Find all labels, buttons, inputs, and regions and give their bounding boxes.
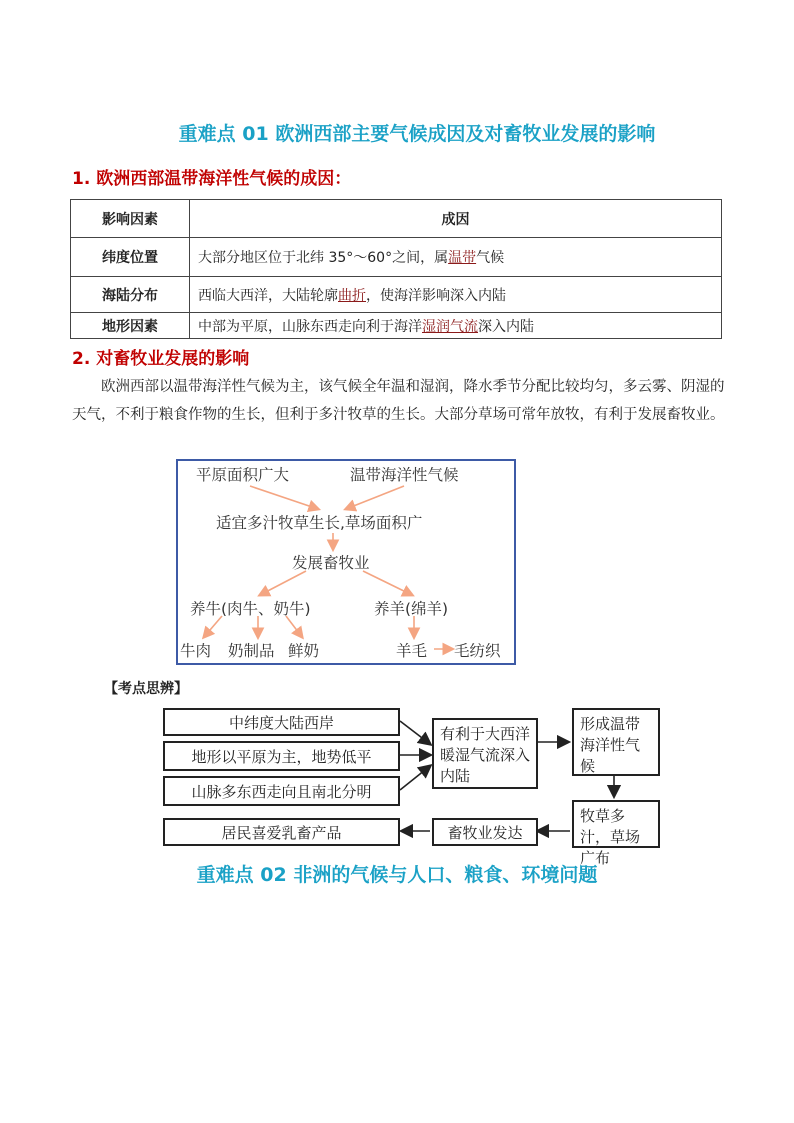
kaodian-label: 【考点思辨】 (104, 681, 188, 697)
heading-key-point-1: 重难点 01 欧洲西部主要气候成因及对畜牧业发展的影响 (178, 123, 656, 145)
flow-box-d: 有利于大西洋暖湿气流深入内陆 (432, 718, 538, 789)
flow-box-h: 居民喜爱乳畜产品 (163, 818, 400, 846)
cause-text: 中部为平原，山脉东西走向利于海洋 (198, 318, 422, 335)
flow-box-a: 中纬度大陆西岸 (163, 708, 400, 736)
node-plain: 平原面积广大 (196, 466, 290, 484)
cause-text: 深入内陆 (478, 318, 534, 335)
node-beef: 牛肉 (180, 642, 212, 660)
arrow-a-to-d (400, 721, 430, 744)
heading-key-point-2: 重难点 02 非洲的气候与人口、粮食、环境问题 (196, 864, 598, 886)
row-factor: 纬度位置 (71, 238, 190, 277)
flow-box-c: 山脉多东西走向且南北分明 (163, 776, 400, 806)
flow-box-e: 形成温带海洋性气候 (572, 708, 660, 776)
header-factor: 影响因素 (71, 200, 190, 238)
cause-keyword: 湿润气流 (422, 318, 478, 335)
node-cattle: 养牛(肉牛、奶牛) (190, 600, 311, 618)
cause-keyword: 曲折 (338, 287, 366, 304)
cause-text: 气候 (476, 250, 505, 266)
section-1-title: 1. 欧洲西部温带海洋性气候的成因： (72, 169, 352, 189)
cause-text: 大部分地区位于北纬 35°～60°之间，属 (198, 250, 449, 266)
section-2-title: 2. 对畜牧业发展的影响 (72, 349, 250, 369)
cause-keyword: 温带 (448, 250, 477, 266)
node-dairy: 奶制品 (228, 642, 275, 660)
flow-box-f: 牧草多汁，草场广布 (572, 800, 660, 848)
arrow-c-to-d (400, 766, 430, 790)
row-factor: 海陆分布 (71, 277, 190, 313)
node-grass: 适宜多汁牧草生长,草场面积广 (216, 514, 423, 532)
cause-text: ，使海洋影响深入内陆 (366, 287, 506, 304)
flow-box-g: 畜牧业发达 (432, 818, 538, 846)
node-wool: 羊毛 (396, 642, 428, 660)
flow-box-b: 地形以平原为主，地势低平 (163, 741, 400, 771)
row-factor: 地形因素 (71, 313, 190, 339)
body-paragraph: 欧洲西部以温带海洋性气候为主，该气候全年温和湿润，降水季节分配比较均匀，多云雾、阴湿的天气，不利于粮食作物的生长，但利于多汁牧草的生长。大部分草场可常年放牧，有利于发展畜牧业。 (72, 379, 725, 423)
cause-text: 西临大西洋，大陆轮廓 (198, 287, 338, 304)
node-husbandry: 发展畜牧业 (292, 554, 370, 572)
header-cause: 成因 (190, 200, 722, 238)
node-sheep: 养羊(绵羊) (374, 600, 449, 618)
node-climate: 温带海洋性气候 (350, 466, 459, 484)
node-textile: 毛纺织 (454, 642, 501, 660)
node-milk: 鲜奶 (288, 642, 320, 660)
